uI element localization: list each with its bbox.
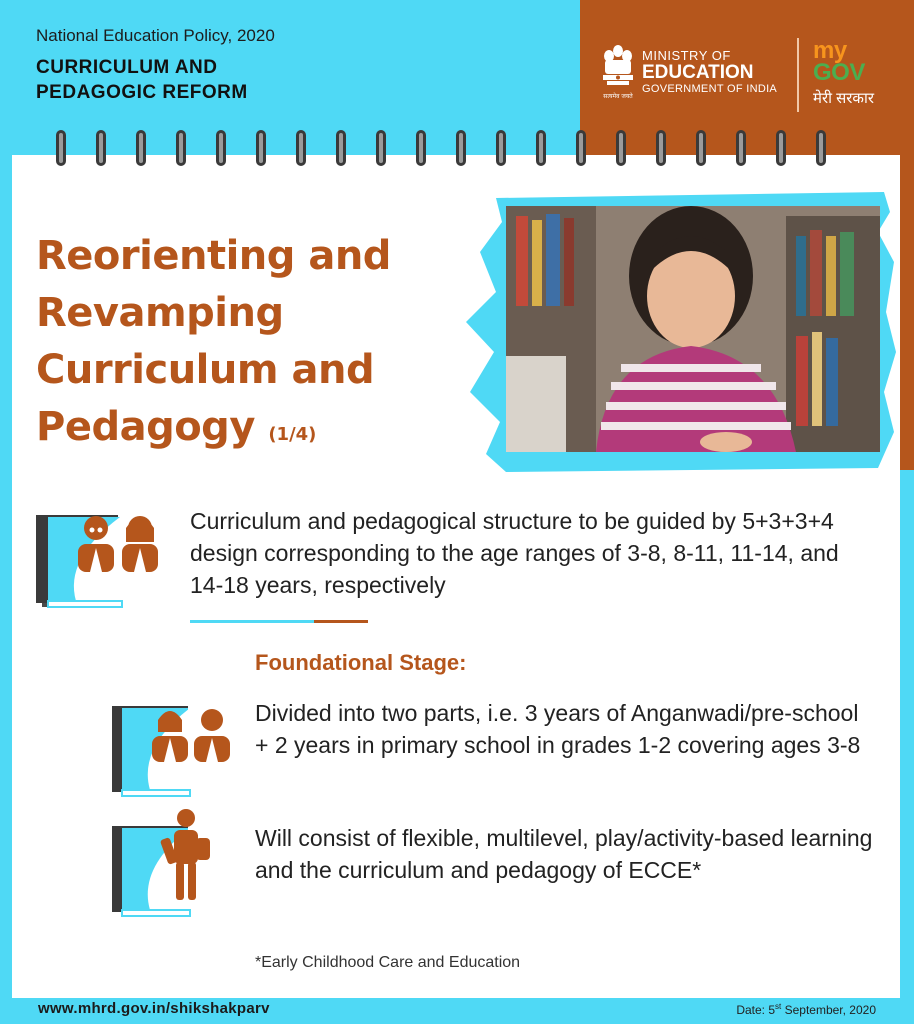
- emblem-motto: सत्यमेव जयते: [603, 93, 633, 100]
- footer-date: [736, 1002, 876, 1017]
- footer-url-link[interactable]: www.mhrd.gov.in/shikshakparv: [38, 1000, 270, 1017]
- title-line1: Reorienting and: [36, 233, 391, 279]
- binding-ring: [456, 130, 466, 166]
- stage-heading: Foundational Stage:: [255, 650, 467, 675]
- mygov-my: my: [813, 37, 847, 64]
- mygov-tagline: मेरी सरकार: [813, 90, 874, 107]
- ring-binding-icon: [0, 130, 914, 170]
- stage-point1-text: Divided into two parts, i.e. 3 years of Anganwadi/pre-school + 2 years in primary school in grades 1-2 covering ages 3-8: [255, 700, 861, 758]
- student-with-bag-icon: [160, 808, 214, 902]
- binding-ring: [736, 130, 746, 166]
- ministry-line1: MINISTRY OF: [642, 48, 731, 63]
- reform-title-line1: CURRICULUM AND: [36, 57, 218, 78]
- date-suffix: September, 2020: [781, 1003, 876, 1017]
- binding-ring: [296, 130, 306, 166]
- brand-divider: [797, 38, 799, 112]
- ministry-line3: GOVERNMENT OF INDIA: [642, 83, 778, 95]
- separator-cyan: [190, 620, 314, 623]
- binding-ring: [216, 130, 226, 166]
- binding-ring: [576, 130, 586, 166]
- binding-ring: [656, 130, 666, 166]
- mygov-logo: [813, 37, 903, 108]
- girl-reading-photo: [506, 206, 880, 452]
- children-icon: [150, 706, 232, 762]
- policy-name: National Education Policy, 2020: [36, 26, 275, 45]
- footnote: *Early Childhood Care and Education: [255, 954, 521, 971]
- page-title: [36, 228, 456, 463]
- binding-ring: [96, 130, 106, 166]
- binding-ring: [616, 130, 626, 166]
- binding-ring: [256, 130, 266, 166]
- intro-text: Curriculum and pedagogical structure to be guided by 5+3+3+4 design corresponding to the age ranges of 3-8, 8-11, 11-14, and 14-18 years, respectively: [190, 508, 839, 598]
- title-line4: Pedagogy: [36, 404, 255, 450]
- title-line3: Curriculum and: [36, 347, 375, 393]
- ministry-line2: EDUCATION: [642, 62, 754, 83]
- header-title-block: [36, 26, 275, 105]
- binding-ring: [696, 130, 706, 166]
- title-line2: Revamping: [36, 290, 284, 336]
- date-superscript: st: [775, 1002, 782, 1011]
- ministry-block: [642, 48, 777, 95]
- separator-rust: [314, 620, 368, 623]
- photo-frame: [466, 192, 896, 472]
- stage-point2-text: Will consist of flexible, multilevel, play/activity-based learning and the curriculum and pedagogy of ECCE*: [255, 825, 873, 883]
- binding-ring: [136, 130, 146, 166]
- emblem-icon: [597, 42, 639, 104]
- reform-title-line2: PEDAGOGIC REFORM: [36, 82, 248, 103]
- binding-ring: [816, 130, 826, 166]
- binding-ring: [336, 130, 346, 166]
- binding-ring: [416, 130, 426, 166]
- reform-title: [36, 55, 275, 105]
- title-part: (1/4): [268, 424, 317, 445]
- binding-ring: [176, 130, 186, 166]
- binding-ring: [536, 130, 546, 166]
- mygov-gov: GOV: [813, 59, 865, 86]
- date-prefix: Date: 5: [736, 1003, 776, 1017]
- students-icon: [76, 514, 162, 574]
- binding-ring: [56, 130, 66, 166]
- binding-ring: [376, 130, 386, 166]
- binding-ring: [496, 130, 506, 166]
- binding-ring: [776, 130, 786, 166]
